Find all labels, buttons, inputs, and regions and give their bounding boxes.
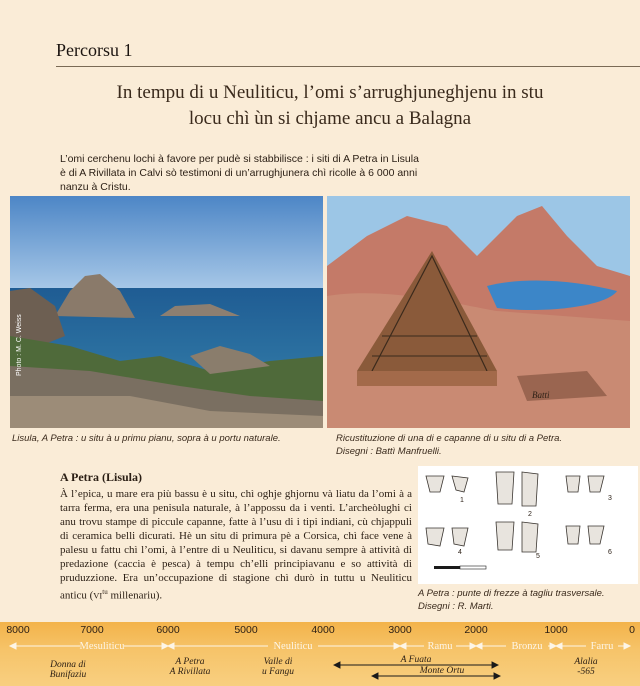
site-petra [170,657,211,677]
body-paragraph [60,487,412,603]
body-section [60,470,412,603]
section-title: Percorsu 1 [56,40,133,60]
tick-7000: 7000 [80,624,104,636]
photo-caption: Lisula, A Petra : u situ à u primu pianu, sopra à u portu naturale. [12,433,281,444]
artifact-number-4: 4 [458,549,462,556]
tick-3000: 3000 [388,624,412,636]
site-donna-line-2: Bunifaziu [49,670,87,680]
photo-credit: Photo : M. C. Weiss [16,314,23,376]
artifacts-caption-line-1: A Petra : punte di frezze à tagliu trasversale. [418,588,605,599]
site-alalia-line-1: Alalia [574,657,598,667]
artifact-number-5: 5 [536,553,540,560]
artifacts-caption-line-2: Disegni : R. Marti. [418,601,494,612]
intro-paragraph: L’omi cerchenu lochi à favore per pudè si stabbilisce : i siti di A Petra in Lisula è di A Rivillata in Calvi sò testimoni di un’arrughjunera chì ricolle à 6 000 anni nanzu à Cristu. [60,153,419,193]
arrowhead-drawings-image [418,466,638,584]
period-ramu: Ramu [427,641,453,652]
arrowhead-drawings [418,466,638,584]
artifact-number-6: 6 [608,549,612,556]
page-title-line-1: In tempu di u Neuliticu, l’omi s’arrughjuneghjenu in stu [116,82,544,103]
artifacts-caption [418,587,640,613]
site-valle [262,657,294,677]
tick-6000: 6000 [156,624,180,636]
site-fuata: A Fuata [400,655,432,665]
site-valle-line-2: u Fangu [262,667,294,677]
header-rule [56,66,640,67]
page-title [60,80,600,132]
body-paragraph-end: millenariu). [107,589,163,602]
period-bronzu: Bronzu [511,641,543,652]
drawing-signature: Batti [532,390,550,400]
artifact-number-2: 2 [528,511,532,518]
drawing-caption [336,432,636,458]
site-donna-line-1: Donna di [50,660,86,670]
tick-5000: 5000 [234,624,258,636]
site-photo [10,196,323,428]
tick-1000: 1000 [544,624,568,636]
site-photo-image [10,196,323,428]
drawing-caption-line-2: Disegni : Battì Manfruelli. [336,446,442,457]
site-alalia [574,657,597,677]
site-petra-line-1: A Petra [175,657,205,667]
site-alalia-line-2: -565 [577,667,595,677]
hut-drawing [327,196,630,428]
body-paragraph-vi: VI [93,590,103,601]
period-mesuliticu: Mesuliticu [79,641,125,652]
timeline-bar [0,622,640,686]
drawing-caption-line-1: Ricustituzione di una di e capanne di u situ di a Petra. [336,433,563,444]
tick-2000: 2000 [464,624,488,636]
site-valle-line-1: Valle di [263,657,293,667]
site-monte-ortu: Monte Ortu [419,666,465,676]
body-heading: A Petra (Lisula) [60,470,142,484]
body-paragraph-sup: tu [102,588,108,596]
artifact-number-3: 3 [608,495,612,502]
period-neuliticu: Neuliticu [273,641,313,652]
period-farru: Farru [590,641,614,652]
artifact-number-1: 1 [460,497,464,504]
section-header [56,40,640,61]
site-donna [50,660,86,680]
tick-4000: 4000 [311,624,335,636]
body-paragraph-main: À l’epica, u mare era più bassu è u situ, chì oghje ghjornu và liatu da l’omi à a tarra ferma, era una penisula naturale, à l’appossu da i venti. L’archeòlughi ci anu trovu stampe di piccule capanne, fatte à l’usu di i tipi indiani, cù chjappuli di ceramica belli dicurati. Hè un situ di primura pè a Corsica, chì face vene à palesu u fattu chì l’omi, à l’entre di u Neuliticu, si davanu sempre à attività di predazione (caccia è pesca) à tempu ch’elli principiavanu e so attività di pruduzzione. Era un’occupazione di stagione chì durò in tuttu u Neuliticu anticu ( [60,488,412,602]
tick-8000: 8000 [6,624,30,636]
hut-drawing-image [327,196,630,428]
tick-0: 0 [629,624,635,636]
site-petra-line-2: A Rivillata [169,667,211,677]
page-title-line-2: locu chì ùn si chjame ancu a Balagna [188,108,472,129]
